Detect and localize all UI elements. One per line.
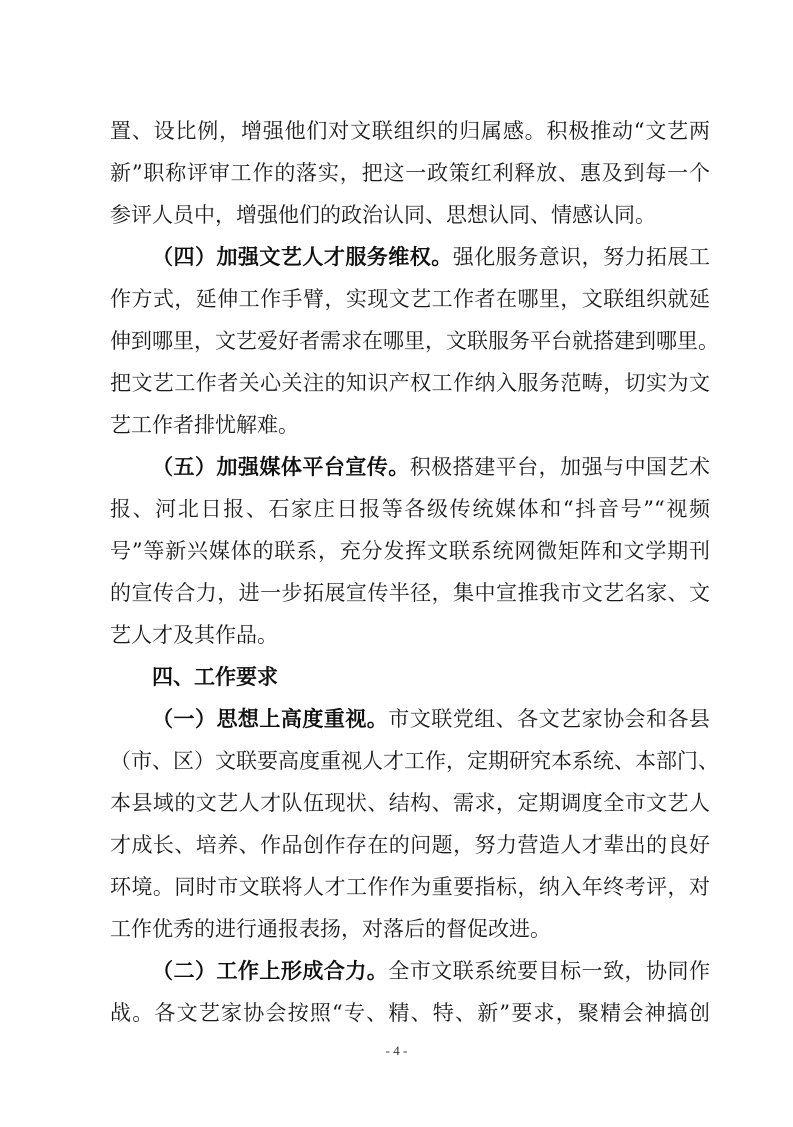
section-4-first-line <box>152 239 710 275</box>
section-5-first-line <box>152 449 710 485</box>
body-line-7: 把文艺工作者关心关注的知识产权工作纳入服务范畴，切实为文 <box>110 371 710 395</box>
body-line-16: （市、区）文联要高度重视人才工作，定期研究本系统、本部门、 <box>110 749 719 773</box>
requirement-1-text: 市文联党组、各文艺家协会和各县 <box>388 707 710 731</box>
body-line-20: 工作优秀的进行通报表扬，对落后的督促改进。 <box>110 917 551 941</box>
body-line-18: 才成长、培养、作品创作存在的问题，努力营造人才辈出的良好 <box>110 833 710 857</box>
section-5-heading: （五）加强媒体平台宣传。 <box>152 455 410 479</box>
body-line-10: 报、河北日报、石家庄日报等各级传统媒体和“抖音号”“视频 <box>110 497 710 521</box>
body-line-6: 伸到哪里，文艺爱好者需求在哪里，文联服务平台就搭建到哪里。 <box>110 329 719 353</box>
body-line-17: 本县域的文艺人才队伍现状、结构、需求，定期调度全市文艺人 <box>110 791 710 815</box>
requirement-2-text: 全市文联系统要目标一致，协同作 <box>388 959 710 983</box>
page-number: - 4 - <box>385 1043 408 1058</box>
requirement-1-first-line <box>152 701 710 737</box>
body-line-5: 作方式，延伸工作手臂，实现文艺工作者在哪里，文联组织就延 <box>110 287 710 311</box>
body-line-2: 新”职称评审工作的落实，把这一政策红利释放、惠及到每一个 <box>110 161 710 185</box>
section-5-text: 积极搭建平台，加强与中国艺术 <box>409 455 711 479</box>
body-line-11: 号”等新兴媒体的联系，充分发挥文联系统网微矩阵和文学期刊 <box>110 539 710 563</box>
body-line-19: 环境。同时市文联将人才工作作为重要指标，纳入年终考评，对 <box>110 875 710 899</box>
body-line-8: 艺工作者排忧解难。 <box>110 413 299 437</box>
section-4-text: 强化服务意识，努力拓展工 <box>452 245 710 269</box>
chapter-heading-work-requirements: 四、工作要求 <box>152 665 278 689</box>
body-line-3: 参评人员中，增强他们的政治认同、思想认同、情感认同。 <box>110 203 656 227</box>
requirement-1-heading: （一）思想上高度重视。 <box>152 707 389 731</box>
requirement-2-heading: （二）工作上形成合力。 <box>152 959 389 983</box>
body-line-22: 战。各文艺家协会按照“专、精、特、新”要求，聚精会神搞创 <box>110 1001 710 1025</box>
requirement-2-first-line <box>152 953 710 989</box>
body-line-1: 置、设比例，增强他们对文联组织的归属感。积极推动“文艺两 <box>110 119 710 143</box>
body-line-13: 艺人才及其作品。 <box>110 623 278 647</box>
body-line-12: 的宣传合力，进一步拓展宣传半径，集中宣推我市文艺名家、文 <box>110 581 710 605</box>
section-4-heading: （四）加强文艺人才服务维权。 <box>152 245 453 269</box>
